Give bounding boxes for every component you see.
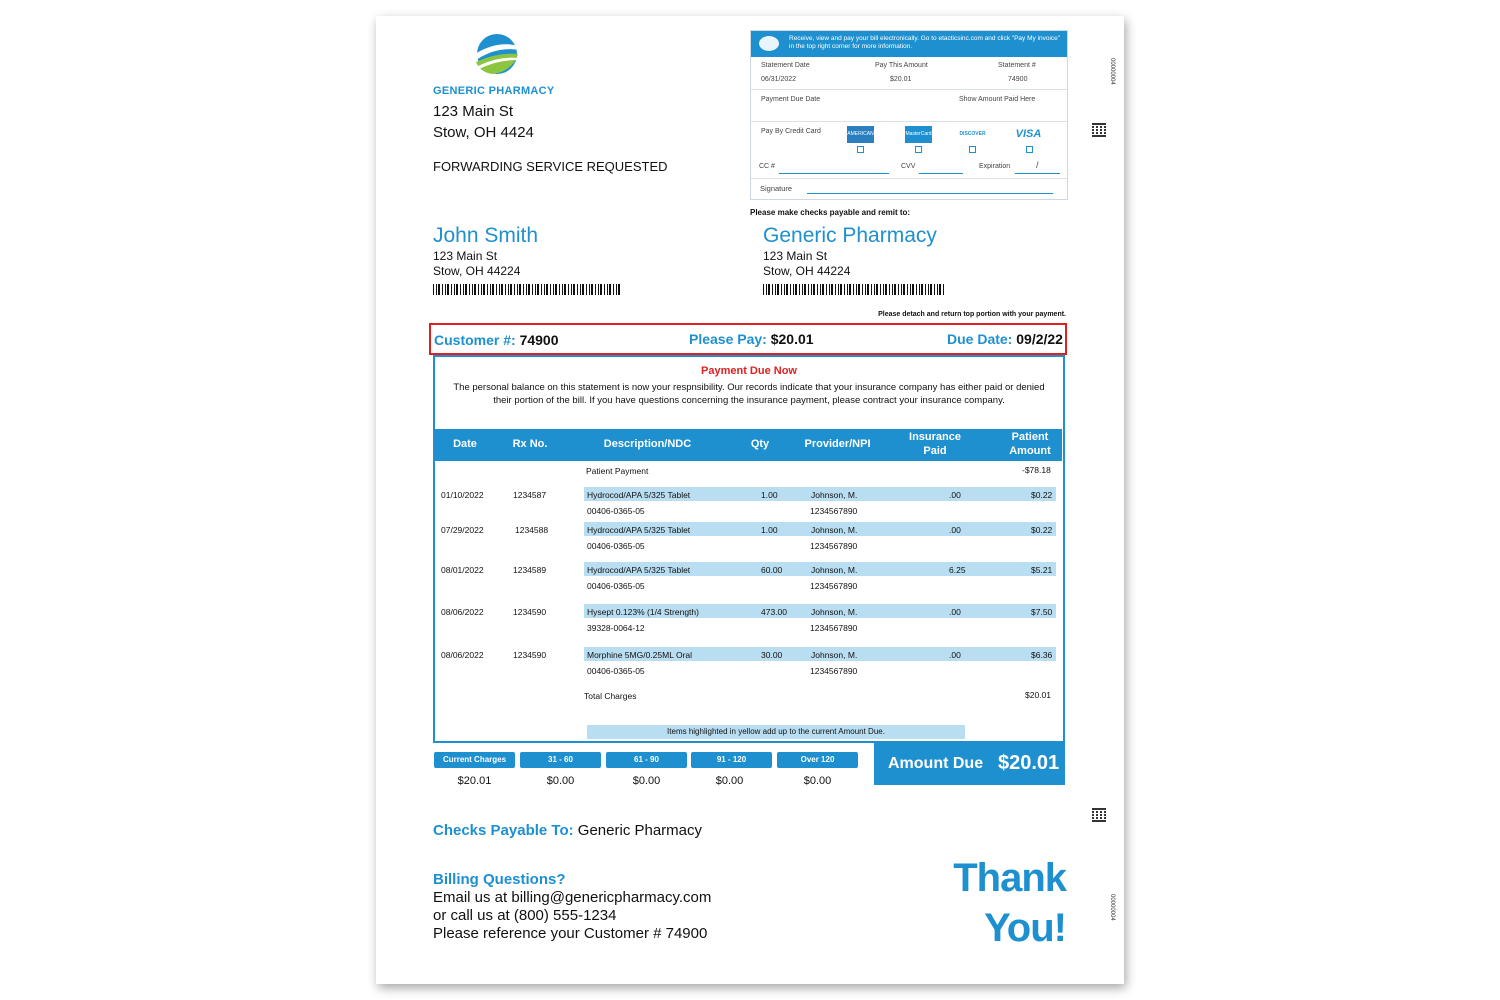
row-date: 08/01/2022	[441, 565, 484, 575]
statement-paragraph: The personal balance on this statement is now your respnsibility. Our records indicate that your insurance company has either paid or denied their portion of the bill. If you have questions concerning the insurance payment, please contract your insurance company.	[453, 382, 1045, 406]
row-amount: $0.22	[1031, 525, 1053, 535]
visa-checkbox[interactable]	[1026, 146, 1033, 153]
cvv-label: CVV	[901, 163, 916, 170]
row-ndc: 39328-0064-12	[587, 623, 645, 633]
aging-31-60-value: $0.00	[546, 775, 575, 787]
pharmacy-logo-icon	[472, 32, 522, 78]
row-desc: Hydrocod/APA 5/325 Tablet	[587, 565, 691, 575]
statement-table-box	[433, 355, 1065, 743]
col-date: Date	[453, 438, 477, 450]
cc-number-label: CC #	[759, 163, 775, 170]
row-rx: 1234589	[513, 565, 547, 575]
amex-icon: AMERICAN EXPRESS	[847, 126, 874, 143]
discover-checkbox[interactable]	[969, 146, 976, 153]
row-rx: 1234588	[515, 525, 549, 535]
row-npi: 1234567890	[810, 666, 858, 676]
forwarding-notice: FORWARDING SERVICE REQUESTED	[433, 159, 668, 174]
row-date: 08/06/2022	[441, 650, 484, 660]
total-charges-value: $20.01	[1025, 690, 1051, 700]
aging-91-120-value: $0.00	[715, 775, 744, 787]
row-ndc: 00406-0365-05	[587, 506, 645, 516]
row-provider: Johnson, M.	[811, 490, 858, 500]
aging-31-60-button[interactable]: 31 - 60	[520, 752, 601, 768]
amount-due-box	[874, 743, 1065, 785]
row-provider: Johnson, M.	[811, 565, 858, 575]
row-rx: 1234587	[513, 490, 547, 500]
recipient-barcode	[433, 284, 621, 295]
row-rx: 1234590	[513, 607, 547, 617]
billing-reference: Please reference your Customer # 74900	[433, 925, 708, 942]
payment-box	[750, 30, 1068, 200]
customer-label: Customer #:	[434, 332, 516, 348]
row-provider: Johnson, M.	[811, 650, 858, 660]
pay-amount-label: Pay This Amount	[875, 62, 928, 69]
cvv-field[interactable]	[919, 173, 963, 174]
remit-note: Please make checks payable and remit to:	[750, 208, 911, 217]
customer-number: 74900	[519, 332, 559, 348]
row-date: 07/29/2022	[441, 525, 484, 535]
checks-payable-label: Checks Payable To:	[433, 822, 574, 839]
leaf-icon	[759, 36, 779, 51]
row-qty: 1.00	[761, 525, 778, 535]
recipient-name: John Smith	[433, 224, 539, 247]
row-amount: $5.21	[1031, 565, 1053, 575]
remit-to-address	[763, 249, 850, 279]
expiration-field[interactable]	[1015, 173, 1060, 174]
aging-over-120-value: $0.00	[803, 775, 832, 787]
visa-icon: VISA	[1015, 126, 1042, 143]
amex-checkbox[interactable]	[857, 146, 864, 153]
row-qty: 30.00	[761, 650, 783, 660]
row-provider: Johnson, M.	[811, 525, 858, 535]
row-npi: 1234567890	[810, 506, 858, 516]
recipient-city: Stow, OH 44224	[433, 264, 521, 278]
datamatrix-icon	[1092, 808, 1106, 822]
statement-date-value: 06/31/2022	[761, 76, 797, 83]
amount-due-value: $20.01	[998, 752, 1060, 774]
col-patient-amount: Patient Amount	[1009, 431, 1051, 457]
thank-you-line1: Thank	[953, 856, 1066, 900]
col-description: Description/NDC	[603, 438, 692, 450]
billing-phone: or call us at (800) 555-1234	[433, 907, 617, 924]
row-date: 08/06/2022	[441, 607, 484, 617]
row-ins: .00	[949, 607, 961, 617]
checks-payable	[433, 822, 702, 840]
credit-card-label: Pay By Credit Card	[761, 128, 821, 135]
row-qty: 60.00	[761, 565, 783, 575]
row-ndc: 00406-0365-05	[587, 666, 645, 676]
remit-to-name: Generic Pharmacy	[763, 224, 937, 247]
recipient-street: 123 Main St	[433, 249, 498, 263]
mastercard-icon: MasterCard	[905, 126, 932, 143]
row-amount: $7.50	[1031, 607, 1053, 617]
highlight-note: Items highlighted in yellow add up to the current Amount Due.	[587, 725, 965, 739]
billing-heading: Billing Questions?	[433, 871, 566, 888]
amount-due-label: Amount Due	[888, 755, 984, 772]
table-header	[435, 429, 1062, 461]
datamatrix-icon	[1092, 123, 1106, 137]
remit-to-barcode	[763, 284, 946, 295]
statement-sheet	[376, 16, 1124, 984]
statement-number-value: 74900	[1008, 76, 1028, 83]
summary-bar	[429, 323, 1067, 355]
please-pay-amount: $20.01	[770, 331, 814, 347]
billing-questions	[433, 871, 711, 943]
row-npi: 1234567890	[810, 541, 858, 551]
sender-name: GENERIC PHARMACY	[433, 85, 555, 97]
row-amount: $6.36	[1031, 650, 1053, 660]
col-qty: Qty	[750, 438, 770, 450]
remit-to-city: Stow, OH 44224	[763, 264, 851, 278]
patient-payment-amount: -$78.18	[1022, 465, 1051, 475]
statement-number-label: Statement #	[998, 62, 1036, 69]
col-insurance: Insurance Paid	[909, 431, 961, 457]
pay-box-header-text: Receive, view and pay your bill electronically. Go to etacticsinc.com and click "Pay My invoice" in the top right corner for more information.	[789, 35, 1061, 50]
row-ins: .00	[949, 525, 961, 535]
sender-address	[433, 101, 534, 143]
cc-number-field[interactable]	[779, 173, 889, 174]
row-desc: Hydrocod/APA 5/325 Tablet	[587, 490, 691, 500]
row-ins: 6.25	[949, 565, 966, 575]
patient-payment-label: Patient Payment	[586, 466, 649, 476]
row-npi: 1234567890	[810, 623, 858, 633]
please-pay-label: Please Pay:	[689, 331, 767, 347]
aging-61-90-value: $0.00	[632, 775, 661, 787]
payment-due-date-label: Payment Due Date	[761, 96, 821, 103]
statement-date-label: Statement Date	[761, 62, 810, 69]
pay-amount-value: $20.01	[890, 76, 912, 83]
col-rx: Rx No.	[512, 438, 548, 450]
billing-email: Email us at billing@genericpharmacy.com	[433, 889, 712, 906]
mastercard-checkbox[interactable]	[915, 146, 922, 153]
recipient-address	[433, 249, 520, 279]
row-amount: $0.22	[1031, 490, 1053, 500]
side-code-bottom: 00000004	[1109, 894, 1115, 921]
row-provider: Johnson, M.	[811, 607, 858, 617]
payment-due-now: Payment Due Now	[701, 365, 797, 377]
row-ins: .00	[949, 650, 961, 660]
row-ins: .00	[949, 490, 961, 500]
signature-field[interactable]	[807, 193, 1053, 194]
sender-street: 123 Main St	[433, 103, 514, 120]
row-qty: 473.00	[761, 607, 787, 617]
row-desc: Morphine 5MG/0.25ML Oral	[587, 650, 693, 660]
row-ndc: 00406-0365-05	[587, 541, 645, 551]
signature-label: Signature	[760, 184, 793, 193]
side-code-top: 00000004	[1109, 58, 1115, 85]
aging-61-90-button[interactable]: 61 - 90	[606, 752, 687, 768]
aging-91-120-button[interactable]: 91 - 120	[691, 752, 772, 768]
sender-city: Stow, OH 4424	[433, 124, 534, 141]
due-date-label: Due Date:	[947, 331, 1013, 347]
thank-you	[866, 853, 1066, 953]
aging-current-value: $20.01	[457, 775, 492, 787]
checks-payable-value: Generic Pharmacy	[577, 822, 703, 839]
due-date-value: 09/2/22	[1016, 331, 1063, 347]
show-amount-paid-label: Show Amount Paid Here	[959, 96, 1036, 103]
pay-box-header	[751, 31, 1067, 57]
row-desc: Hydrocod/APA 5/325 Tablet	[587, 525, 691, 535]
thank-you-line2: You!	[984, 906, 1066, 950]
row-rx: 1234590	[513, 650, 547, 660]
expiration-separator: /	[1036, 160, 1039, 170]
remit-to-street: 123 Main St	[763, 249, 828, 263]
row-npi: 1234567890	[810, 581, 858, 591]
expiration-label: Expiration	[979, 163, 1011, 170]
row-desc: Hysept 0.123% (1/4 Strength)	[587, 607, 699, 617]
total-charges-label: Total Charges	[584, 691, 637, 701]
row-qty: 1.00	[761, 490, 778, 500]
row-date: 01/10/2022	[441, 490, 484, 500]
row-ndc: 00406-0365-05	[587, 581, 645, 591]
aging-current-button[interactable]: Current Charges	[434, 752, 515, 768]
detach-note: Please detach and return top portion with your payment.	[878, 311, 1066, 318]
discover-icon: DISCOVER	[959, 126, 986, 143]
col-provider: Provider/NPI	[804, 438, 871, 450]
aging-over-120-button[interactable]: Over 120	[777, 752, 858, 768]
